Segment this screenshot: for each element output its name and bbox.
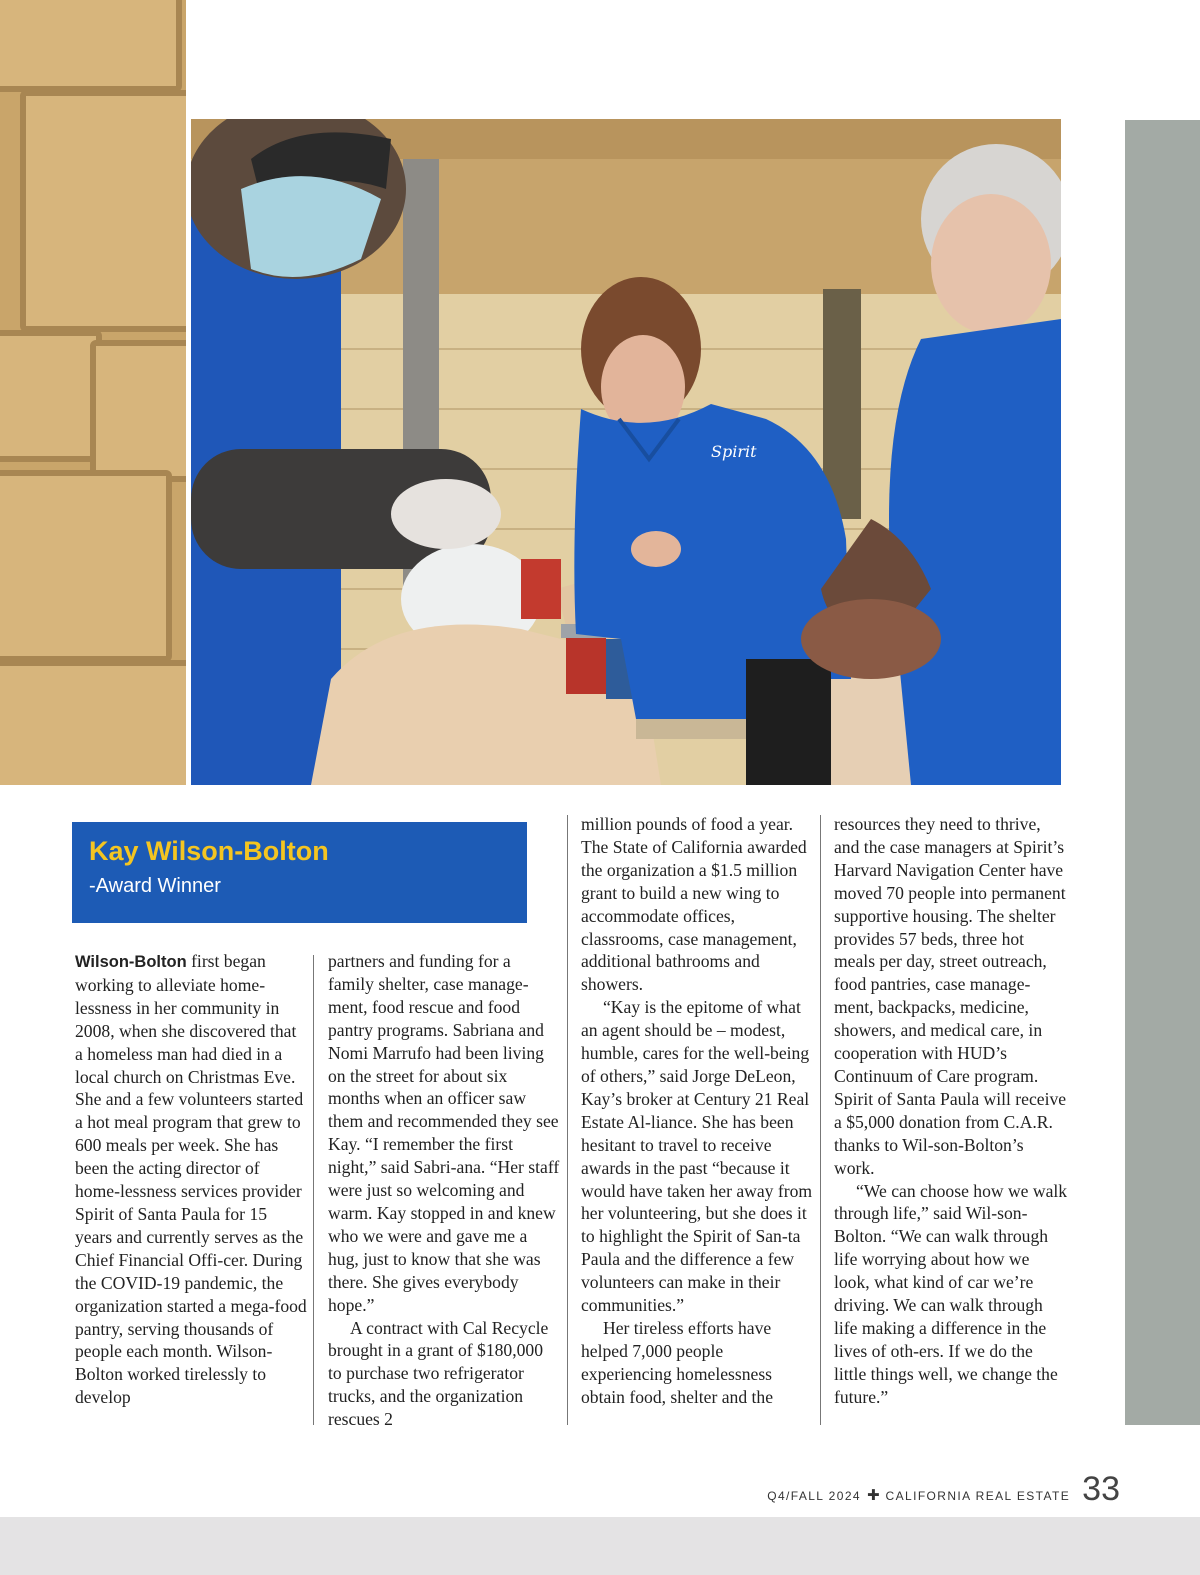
award-title-box [72, 822, 527, 923]
page-footer [767, 1470, 1120, 1509]
article-paragraph: “Kay is the epitome of what an agent should be – modest, humble, cares for the well-being of others,” said Jorge DeLeon, Kay’s broker at Century 21 Real Estate Al-liance. She has been hesitant to travel to receive awards in the past “because it would have taken her away from her volunteering, but she does it to highlight the Spirit of San-ta Paula and the difference a few volunteers can make in their communities.” [581, 997, 813, 1316]
decorative-sidebar-bar [1125, 120, 1200, 1425]
article-paragraph: Her tireless efforts have helped 7,000 people experiencing homelessness obtain food, shelter and the [581, 1317, 774, 1407]
column-rule [313, 955, 314, 1425]
article-column-1 [75, 950, 307, 1409]
article-column-4 [834, 813, 1068, 1409]
article-paragraph: partners and funding for a family shelter, case manage-ment, food rescue and food pantry programs. Sabriana and Nomi Marrufo had been living on the street for about six months when an officer saw them and recommended they see Kay. “I remember the first night,” said Sabri-ana. “Her staff were just so welcoming and warm. Kay stopped in and knew who we were and gave me a hug, just to know that she was there. She gives everybody hope.” [328, 951, 560, 1315]
award-winner-name: Kay Wilson-Bolton [89, 836, 329, 866]
plus-separator-icon: ✚ [866, 1487, 880, 1504]
bottom-band [0, 1517, 1200, 1575]
article-paragraph [75, 950, 307, 1409]
article-column-3 [581, 813, 813, 1409]
column-rule [820, 815, 821, 1425]
article-paragraph: resources they need to thrive, and the case managers at Spirit’s Harvard Navigation Center have moved 70 people into permanent supportive housing. The shelter provides 57 beds, three hot meals per day, street outreach, food pantries, case manage-ment, backpacks, medicine, showers, and medical care, in cooperation with HUD’s Continuum of Care program. Spirit of Santa Paula will receive a $5,000 donation from C.A.R. thanks to Wil-son-Bolton’s work. [834, 814, 1067, 1178]
stone-wall-image [0, 0, 186, 785]
lead-name: Wilson-Bolton [75, 953, 187, 971]
magazine-name: CALIFORNIA REAL ESTATE [885, 1489, 1071, 1503]
award-subtitle: -Award Winner [89, 875, 221, 898]
paragraph-text: first began working to alleviate home-lessness in her community in 2008, when she discovered that a homeless man had died in a local church on Christmas Eve. She and a few volunteers started a hot meal program that grew to 600 meals per week. She has been the acting director of home-lessness services provider Spirit of Santa Paula for 15 years and currently serves as the Chief Financial Offi-cer. During the COVID-19 pandemic, the organization started a mega-food pantry, serving thousands of people each month. Wilson-Bolton worked tirelessly to develop [75, 951, 307, 1408]
article-paragraph: million pounds of food a year. The State of California awarded the organization a $1.5 million grant to build a new wing to accommodate offices, classrooms, case management, additional bathrooms and showers. [581, 814, 807, 995]
article-paragraph: “We can choose how we walk through life,” said Wil-son-Bolton. “We can walk through life worrying about how we look, what kind of car we’re driving. We can walk through life making a difference in the lives of oth-ers. If we do the little things well, we change the future.” [834, 1180, 1068, 1407]
article-column-2 [328, 950, 560, 1431]
article-paragraph: A contract with Cal Recycle brought in a grant of $180,000 to purchase two refrigerator trucks, and the organization rescues 2 [328, 1317, 549, 1430]
volunteers-photo [191, 119, 1061, 785]
column-rule [567, 815, 568, 1425]
page-number: 33 [1082, 1470, 1120, 1508]
shirt-logo: Spirit [711, 442, 757, 461]
issue-label: Q4/FALL 2024 [767, 1489, 861, 1503]
